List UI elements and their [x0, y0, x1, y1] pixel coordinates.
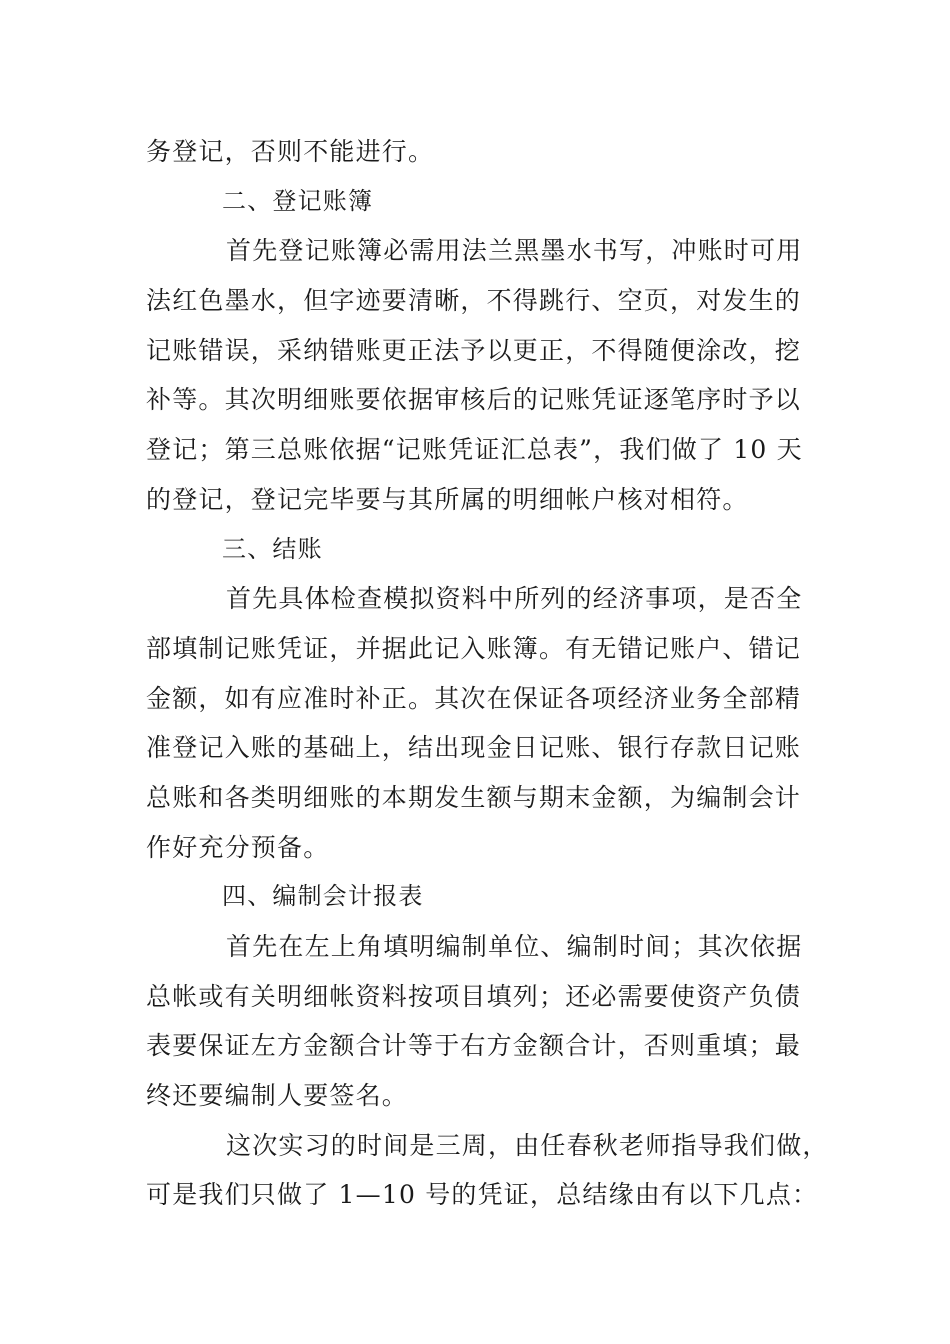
paragraph-line: 登记；第三总账依据“记账凭证汇总表”，我们做了 10 天 [146, 435, 803, 465]
paragraph-line: 金额，如有应准时补正。其次在保证各项经济业务全部精 [146, 683, 802, 713]
section-heading-closing: 三、结账 [222, 534, 323, 563]
paragraph-line: 首先具体检查模拟资料中所列的经济事项，是否全 [226, 584, 803, 614]
paragraph-line: 终还要编制人要签名。 [146, 1081, 409, 1111]
paragraph-line: 补等。其次明细账要依据审核后的记账凭证逐笔序时予以 [146, 385, 802, 415]
paragraph-line: 法红色墨水，但字迹要清晰，不得跳行、空页，对发生的 [146, 286, 802, 316]
paragraph-line: 总账和各类明细账的本期发生额与期末金额，为编制会计 [146, 782, 802, 812]
paragraph-line: 务登记，否则不能进行。 [146, 137, 435, 166]
paragraph-line: 记账错误，采纳错账更正法予以更正，不得随便涂改，挖 [146, 335, 802, 365]
paragraph-line: 可是我们只做了 1—10 号的凭证，总结缘由有以下几点： [146, 1180, 819, 1210]
paragraph-line: 首先登记账簿必需用法兰黑墨水书写，冲账时可用 [226, 236, 803, 266]
paragraph-line: 首先在左上角填明编制单位、编制时间；其次依据 [226, 932, 803, 961]
section-heading-reports: 四、编制会计报表 [222, 882, 424, 911]
paragraph-line: 这次实习的时间是三周，由任春秋老师指导我们做， [226, 1130, 829, 1160]
paragraph-line: 准登记入账的基础上，结出现金日记账、银行存款日记账 [146, 733, 802, 763]
paragraph-line: 总帐或有关明细帐资料按项目填列；还必需要使资产负债 [146, 981, 802, 1011]
paragraph-line: 部填制记账凭证，并据此记入账簿。有无错记账户、错记 [146, 633, 802, 663]
paragraph-line: 的登记，登记完毕要与其所属的明细帐户核对相符。 [146, 484, 749, 514]
paragraph-line: 作好充分预备。 [146, 832, 330, 862]
paragraph-line: 表要保证左方金额合计等于右方金额合计，否则重填；最 [146, 1031, 802, 1061]
section-heading-register-books: 二、登记账簿 [222, 186, 374, 215]
document-body [146, 127, 829, 1220]
